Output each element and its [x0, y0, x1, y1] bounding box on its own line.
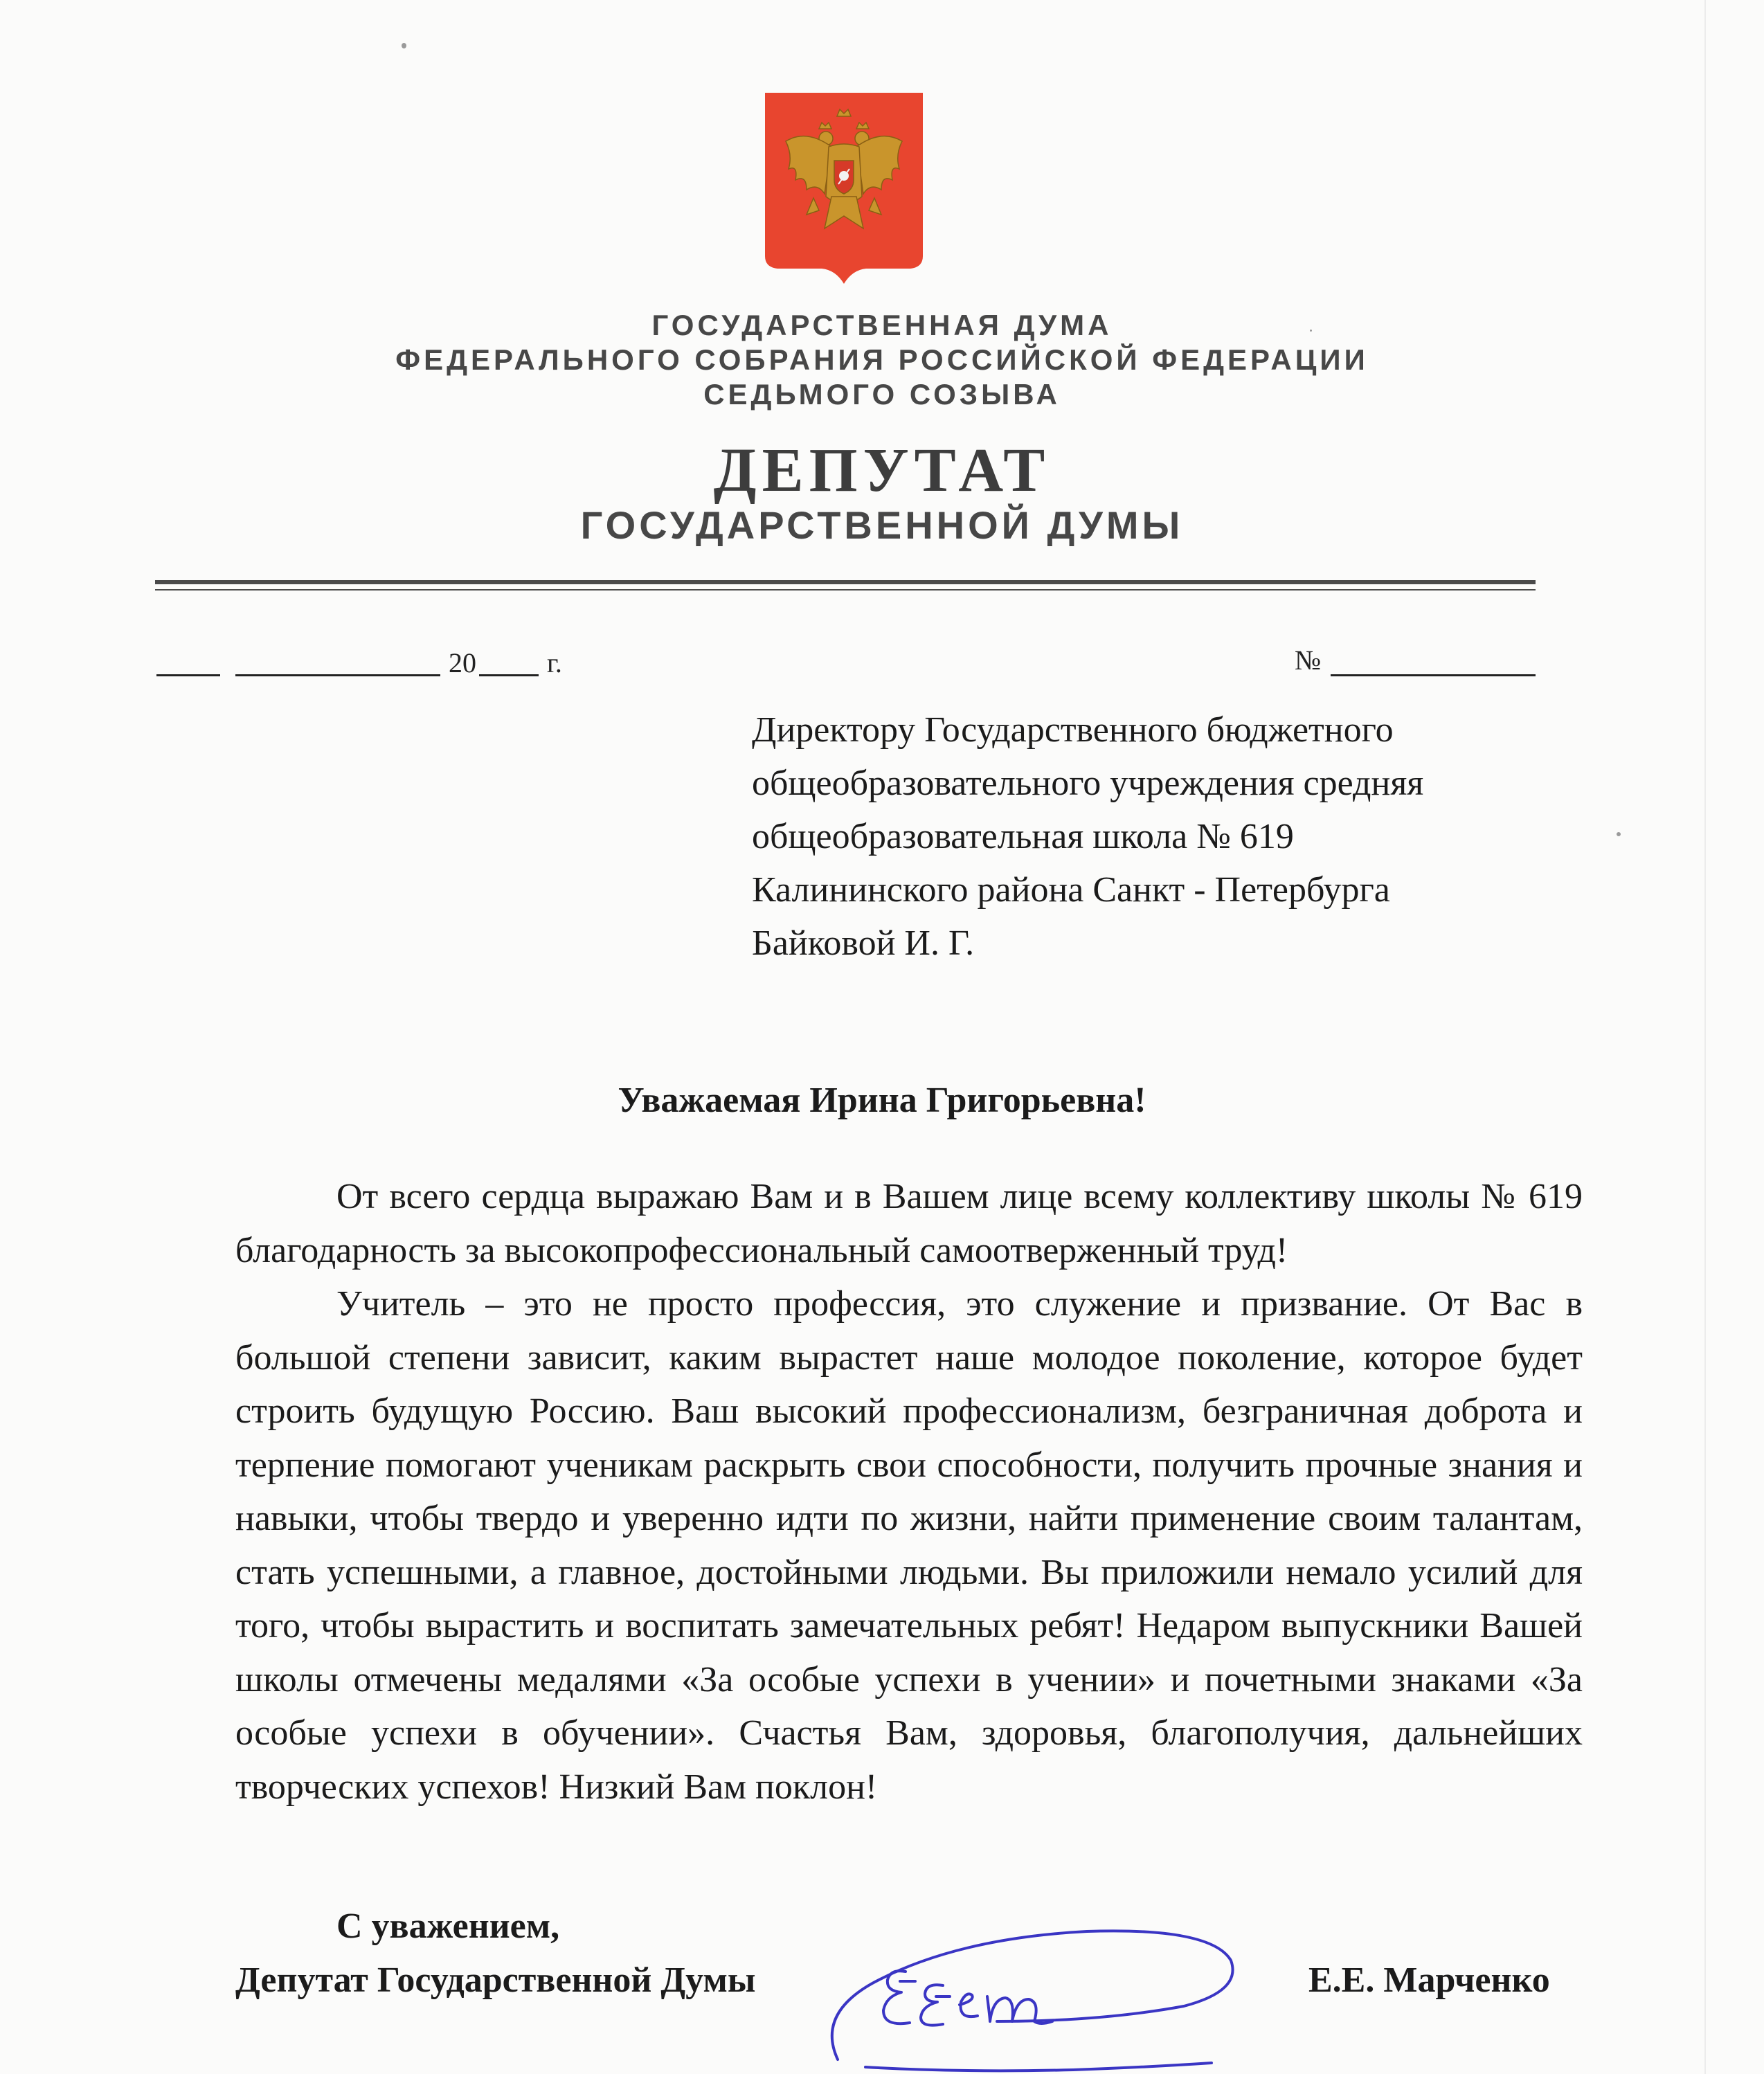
salutation: Уважаемая Ирина Григорьевна! [618, 1081, 1146, 1120]
scan-speck [402, 43, 406, 48]
date-day-blank [156, 674, 220, 676]
date-month-blank [235, 674, 440, 676]
signer-name: Е.Е. Марченко [1308, 1960, 1550, 2000]
addressee-line: общеобразовательная школа № 619 [752, 817, 1294, 856]
addressee-line: Директору Государственного бюджетного [752, 710, 1394, 750]
header-rule-thin [155, 589, 1536, 590]
body-paragraph: От всего сердца выражаю Вам и в Вашем лице всему коллективу школы № 619 благодарность за высокопрофессиональный самоотверженный труд! [235, 1177, 1583, 1270]
signer-position: Депутат Государственной Думы [235, 1960, 756, 2000]
addressee-line: Байковой И. Г. [752, 923, 975, 963]
scan-speck [1617, 832, 1621, 836]
handwritten-signature [824, 1924, 1253, 2074]
letter-body [235, 1170, 1583, 1814]
letterhead-title: ДЕПУТАТ [713, 436, 1051, 505]
date-year-prefix: 20 [449, 647, 476, 678]
body-paragraph: Учитель – это не просто профессия, это служение и призвание. От Вас в большой степени зависит, каким вырастет наше молодое поколение, которое будет строить будущую Россию. Ваш высокий профессионализм, безграничная доброта и терпение помогают ученикам раскрыть свои способности, получить прочные знания и навыки, чтобы твердо и уверенно идти по жизни, найти применение своим талантам, стать успешными, а главное, достойными людьми. Вы приложили немало усилий для того, чтобы вырастить и воспитать замечательных ребят! Недаром выпускники Вашей школы отмечены медалями «За особые успехи в учении» и почетными знаками «За особые успехи в обучении». Счастья Вам, здоровья, благополучия, дальнейших творческих успехов! Низкий Вам поклон! [235, 1284, 1583, 1807]
header-rule-thick [155, 580, 1536, 584]
addressee-block [752, 703, 1583, 970]
document-number-blank [1331, 674, 1536, 676]
addressee-line: Калининского района Санкт - Петербурга [752, 870, 1390, 910]
org-name-line2: ФЕДЕРАЛЬНОГО СОБРАНИЯ РОССИЙСКОЙ ФЕДЕРАЦИИ [395, 343, 1369, 376]
number-prefix: № [1295, 644, 1322, 676]
letterhead-subtitle: ГОСУДАРСТВЕННОЙ ДУМЫ [580, 503, 1184, 547]
date-year-blank [479, 674, 539, 676]
org-name-line1: ГОСУДАРСТВЕННАЯ ДУМА [651, 309, 1113, 341]
org-name-line3: СЕДЬМОГО СОЗЫВА [703, 378, 1061, 411]
closing-regards: С уважением, [336, 1906, 560, 1946]
coat-of-arms-icon [765, 93, 923, 284]
date-year-suffix: г. [547, 647, 562, 678]
addressee-line: общеобразовательного учреждения средняя [752, 764, 1424, 803]
